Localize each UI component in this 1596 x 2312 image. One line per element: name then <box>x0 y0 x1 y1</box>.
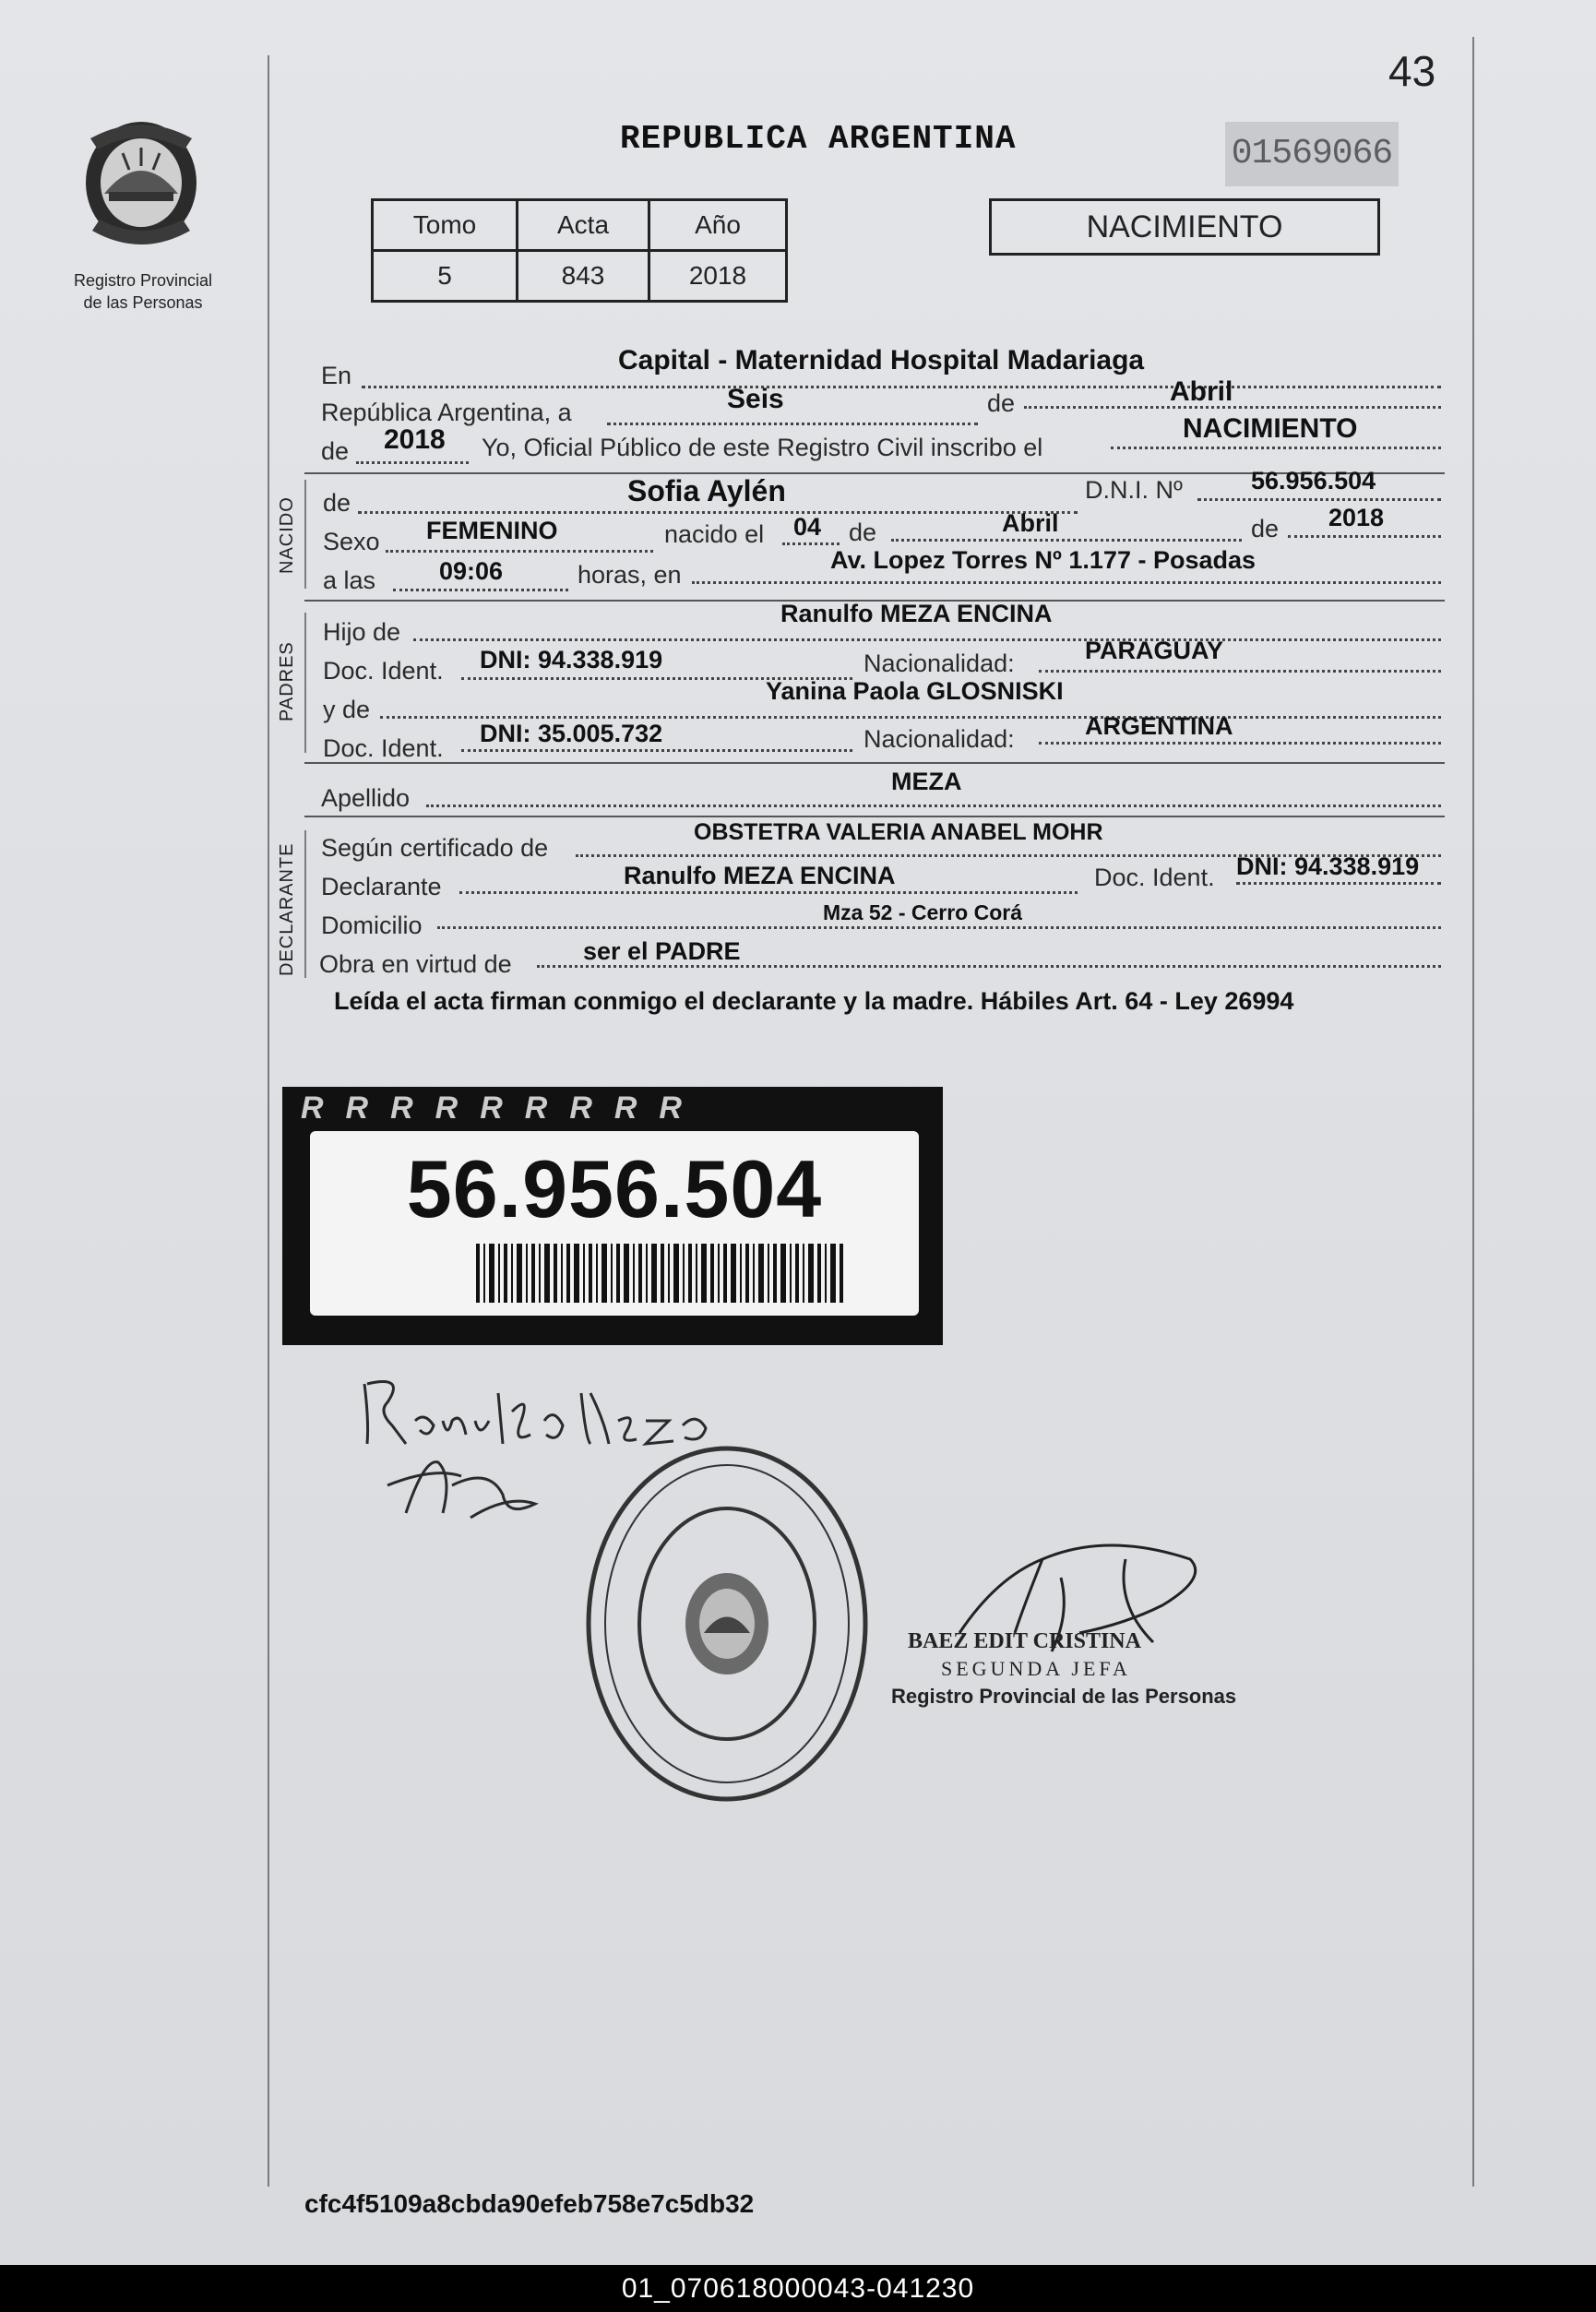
value-tomo: 5 <box>373 251 518 302</box>
dotted-line <box>426 804 1441 807</box>
logo-caption <box>51 269 235 314</box>
dotted-line <box>459 891 1078 894</box>
nacido-dni: 56.956.504 <box>1251 467 1376 495</box>
dotted-line <box>380 716 1441 719</box>
dotted-line <box>393 589 568 591</box>
left-margin-line <box>268 55 269 2187</box>
madre-nac-label: Nacionalidad: <box>864 725 1015 753</box>
signature-note: Leída el acta firman conmigo el declarante y la madre. Hábiles Art. 64 - Ley 26994 <box>334 987 1294 1015</box>
sticker-pattern: RRRRRRRRR <box>301 1090 704 1126</box>
section-bracket <box>304 830 306 978</box>
domicilio-label: Domicilio <box>321 912 423 939</box>
table-row <box>373 251 787 302</box>
dotted-line <box>692 581 1441 584</box>
nacido-anio: 2018 <box>1328 504 1385 531</box>
declarante-section-label: DECLARANTE <box>277 842 297 976</box>
nacido-mes: Abril <box>1002 509 1059 537</box>
value-acta: 843 <box>518 251 649 302</box>
dotted-line <box>1236 882 1441 885</box>
madre-nombre: Yanina Paola GLOSNISKI <box>766 677 1064 705</box>
madre-nac: ARGENTINA <box>1085 712 1233 740</box>
signer-name: BAEZ EDIT CRISTINA <box>908 1629 1141 1653</box>
nacido-de-label2: de <box>849 518 877 546</box>
separator <box>304 762 1445 764</box>
hijo-de-label: Hijo de <box>323 618 401 646</box>
dotted-line <box>413 638 1441 641</box>
dotted-line <box>356 461 469 464</box>
separator <box>304 816 1445 817</box>
apellido-label: Apellido <box>321 784 411 812</box>
nacido-dia: 04 <box>793 513 822 541</box>
padres-section-label: PADRES <box>277 641 297 721</box>
en-label: En <box>321 362 352 389</box>
dia-value: Seis <box>727 384 784 414</box>
declarante-doc: DNI: 94.338.919 <box>1236 852 1420 880</box>
dotted-line <box>358 511 1078 514</box>
dotted-line <box>891 539 1242 542</box>
sexo-label: Sexo <box>323 528 380 555</box>
padre-nombre: Ranulfo MEZA ENCINA <box>780 600 1053 627</box>
dotted-line <box>607 423 978 425</box>
header-ano: Año <box>649 200 787 251</box>
y-de-label: y de <box>323 696 371 723</box>
value-ano: 2018 <box>649 251 787 302</box>
inscribo-value: NACIMIENTO <box>1183 413 1358 444</box>
dotted-line <box>1111 447 1441 449</box>
province-logo <box>72 111 210 272</box>
nacido-section-label: NACIDO <box>277 496 297 574</box>
table-header-row <box>373 200 787 251</box>
de-label: de <box>987 389 1016 417</box>
dotted-line <box>362 386 1441 388</box>
dotted-line <box>461 749 852 752</box>
document-title: REPUBLICA ARGENTINA <box>620 120 1017 158</box>
page-number: 43 <box>1388 47 1436 95</box>
dotted-line <box>1197 498 1441 501</box>
nacido-lugar: Av. Lopez Torres Nº 1.177 - Posadas <box>830 546 1257 574</box>
barcode-icon <box>476 1244 845 1303</box>
certificado-value: OBSTETRA VALERIA ANABEL MOHR <box>694 819 1103 845</box>
declarante-doc-label: Doc. Ident. <box>1094 864 1215 891</box>
yo-text: Yo, Oficial Público de este Registro Civil inscribo el <box>482 434 1043 461</box>
obra-value: ser el PADRE <box>583 937 741 965</box>
section-bracket <box>304 613 306 753</box>
misiones-seal-icon <box>72 111 210 268</box>
domicilio-value: Mza 52 - Cerro Corá <box>823 900 1023 924</box>
madre-doc: DNI: 35.005.732 <box>480 720 663 747</box>
sticker-inner <box>310 1131 919 1316</box>
certificado-label: Según certificado de <box>321 834 549 862</box>
padre-nac: PARAGUAY <box>1085 637 1224 664</box>
dotted-line <box>437 926 1441 929</box>
signer-office: Registro Provincial de las Personas <box>891 1685 1237 1708</box>
nacido-de-label: de <box>323 489 351 517</box>
dotted-line <box>1039 742 1441 745</box>
tomo-acta-ano-table <box>371 198 788 303</box>
dni-label: D.N.I. Nº <box>1085 476 1183 504</box>
horas-en-label: horas, en <box>578 561 682 589</box>
padre-nac-label: Nacionalidad: <box>864 650 1015 677</box>
dotted-line <box>782 542 840 545</box>
right-margin-line <box>1472 37 1474 2187</box>
de2-label: de <box>321 437 350 465</box>
declarante-label: Declarante <box>321 873 442 900</box>
official-stamp <box>579 1439 875 1808</box>
signer-role: SEGUNDA JEFA <box>941 1657 1131 1680</box>
declarante-value: Ranulfo MEZA ENCINA <box>624 862 896 889</box>
apellido-value: MEZA <box>891 768 962 795</box>
serial-number: 01569066 <box>1225 122 1399 186</box>
nacido-nombre: Sofia Aylén <box>627 474 786 507</box>
dotted-line <box>1039 670 1441 673</box>
dni-sticker <box>282 1087 943 1345</box>
nacido-de-label3: de <box>1251 515 1280 542</box>
section-bracket <box>304 480 306 589</box>
logo-caption-line1: Registro Provincial <box>73 271 213 290</box>
sexo-value: FEMENINO <box>426 517 558 544</box>
republica-label: República Argentina, a <box>321 399 572 426</box>
footer-code-bar: 01_070618000043-041230 <box>0 2265 1596 2312</box>
padre-doc-label: Doc. Ident. <box>323 657 444 685</box>
en-value: Capital - Maternidad Hospital Madariaga <box>618 345 1145 375</box>
document-hash: cfc4f5109a8cbda90efeb758e7c5db32 <box>304 2189 755 2218</box>
nacido-hora: 09:06 <box>439 557 504 585</box>
header-tomo: Tomo <box>373 200 518 251</box>
anio-value: 2018 <box>384 424 446 455</box>
obra-label: Obra en virtud de <box>319 950 512 978</box>
record-type-box: NACIMIENTO <box>989 198 1380 256</box>
a-las-label: a las <box>323 566 376 594</box>
padre-doc: DNI: 94.338.919 <box>480 646 663 673</box>
nacido-el-label: nacido el <box>664 520 765 548</box>
dotted-line <box>386 550 653 553</box>
madre-doc-label: Doc. Ident. <box>323 734 444 762</box>
dotted-line <box>1288 535 1441 538</box>
mes-value: Abril <box>1170 376 1233 407</box>
sticker-dni-number: 56.956.504 <box>406 1143 823 1234</box>
header-acta: Acta <box>518 200 649 251</box>
logo-caption-line2: de las Personas <box>83 293 203 312</box>
